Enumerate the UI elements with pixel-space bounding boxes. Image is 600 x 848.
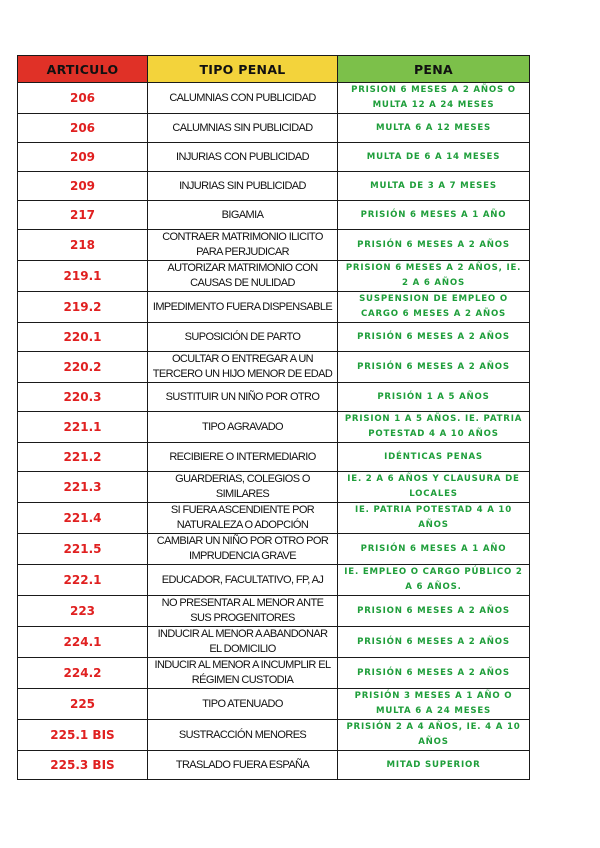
articulo-cell: 220.2 — [18, 352, 148, 383]
tipo-penal-cell: TIPO AGRAVADO — [148, 412, 338, 443]
pena-cell: PRISIÓN 6 MESES A 2 AÑOS — [338, 323, 530, 352]
table-row — [18, 323, 530, 352]
pena-cell: MULTA 6 A 12 MESES — [338, 114, 530, 143]
pena-cell: PRISIÓN 6 MESES A 2 AÑOS — [338, 658, 530, 689]
articulo-cell: 206 — [18, 83, 148, 114]
pena-cell: IE. 2 A 6 AÑOS Y CLAUSURA DE LOCALES — [338, 472, 530, 503]
table-row — [18, 292, 530, 323]
articulo-cell: 225.3 BIS — [18, 751, 148, 780]
articulo-cell: 223 — [18, 596, 148, 627]
pena-cell: PRISIÓN 6 MESES A 2 AÑOS — [338, 627, 530, 658]
tipo-penal-cell: AUTORIZAR MATRIMONIO CON CAUSAS DE NULIDAD — [148, 261, 338, 292]
penal-table — [17, 55, 530, 780]
articulo-cell: 206 — [18, 114, 148, 143]
pena-cell: IDÉNTICAS PENAS — [338, 443, 530, 472]
pena-cell: PRISIÓN 2 A 4 AÑOS, IE. 4 A 10 AÑOS — [338, 720, 530, 751]
articulo-cell: 221.4 — [18, 503, 148, 534]
articulo-cell: 221.3 — [18, 472, 148, 503]
pena-cell: MITAD SUPERIOR — [338, 751, 530, 780]
header-articulo: ARTICULO — [18, 56, 148, 83]
table-row — [18, 565, 530, 596]
pena-cell: IE. EMPLEO O CARGO PÚBLICO 2 A 6 AÑOS. — [338, 565, 530, 596]
tipo-penal-cell: SUSTITUIR UN NIÑO POR OTRO — [148, 383, 338, 412]
table-row — [18, 627, 530, 658]
pena-cell: PRISION 6 MESES A 2 AÑOS — [338, 596, 530, 627]
table-row — [18, 261, 530, 292]
table-row — [18, 114, 530, 143]
articulo-cell: 219.1 — [18, 261, 148, 292]
tipo-penal-cell: INJURIAS CON PUBLICIDAD — [148, 143, 338, 172]
table-row — [18, 143, 530, 172]
tipo-penal-cell: SUPOSICIÓN DE PARTO — [148, 323, 338, 352]
pena-cell: PRISIÓN 1 A 5 AÑOS — [338, 383, 530, 412]
table-row — [18, 443, 530, 472]
table-row — [18, 503, 530, 534]
articulo-cell: 224.2 — [18, 658, 148, 689]
tipo-penal-cell: OCULTAR O ENTREGAR A UN TERCERO UN HIJO MENOR DE EDAD — [148, 352, 338, 383]
tipo-penal-cell: CALUMNIAS CON PUBLICIDAD — [148, 83, 338, 114]
pena-cell: PRISIÓN 3 MESES A 1 AÑO O MULTA 6 A 24 MESES — [338, 689, 530, 720]
table-row — [18, 383, 530, 412]
tipo-penal-cell: GUARDERIAS, COLEGIOS O SIMILARES — [148, 472, 338, 503]
pena-cell: PRISION 6 MESES A 2 AÑOS, IE. 2 A 6 AÑOS — [338, 261, 530, 292]
tipo-penal-cell: INDUCIR AL MENOR A INCUMPLIR EL RÉGIMEN CUSTODIA — [148, 658, 338, 689]
articulo-cell: 221.1 — [18, 412, 148, 443]
articulo-cell: 209 — [18, 143, 148, 172]
header-pena: PENA — [338, 56, 530, 83]
header-tipo-penal: TIPO PENAL — [148, 56, 338, 83]
articulo-cell: 225 — [18, 689, 148, 720]
articulo-cell: 219.2 — [18, 292, 148, 323]
articulo-cell: 221.2 — [18, 443, 148, 472]
header-row — [18, 56, 530, 83]
articulo-cell: 209 — [18, 172, 148, 201]
pena-cell: MULTA DE 6 A 14 MESES — [338, 143, 530, 172]
tipo-penal-cell: SI FUERA ASCENDIENTE POR NATURALEZA O ADOPCIÓN — [148, 503, 338, 534]
tipo-penal-cell: TIPO ATENUADO — [148, 689, 338, 720]
pena-cell: PRISION 6 MESES A 2 AÑOS O MULTA 12 A 24 MESES — [338, 83, 530, 114]
table-row — [18, 720, 530, 751]
pena-cell: PRISIÓN 6 MESES A 2 AÑOS — [338, 230, 530, 261]
pena-cell: IE. PATRIA POTESTAD 4 A 10 AÑOS — [338, 503, 530, 534]
tipo-penal-cell: SUSTRACCIÓN MENORES — [148, 720, 338, 751]
tipo-penal-cell: IMPEDIMENTO FUERA DISPENSABLE — [148, 292, 338, 323]
pena-cell: MULTA DE 3 A 7 MESES — [338, 172, 530, 201]
tipo-penal-cell: CAMBIAR UN NIÑO POR OTRO POR IMPRUDENCIA GRAVE — [148, 534, 338, 565]
pena-cell: PRISIÓN 6 MESES A 1 AÑO — [338, 534, 530, 565]
pena-cell: PRISIÓN 6 MESES A 1 AÑO — [338, 201, 530, 230]
tipo-penal-cell: BIGAMIA — [148, 201, 338, 230]
tipo-penal-cell: CALUMNIAS SIN PUBLICIDAD — [148, 114, 338, 143]
table-row — [18, 596, 530, 627]
table-row — [18, 172, 530, 201]
table-row — [18, 201, 530, 230]
tipo-penal-cell: INJURIAS SIN PUBLICIDAD — [148, 172, 338, 201]
table-row — [18, 534, 530, 565]
table-row — [18, 689, 530, 720]
table-row — [18, 412, 530, 443]
tipo-penal-cell: INDUCIR AL MENOR A ABANDONAR EL DOMICILIO — [148, 627, 338, 658]
articulo-cell: 221.5 — [18, 534, 148, 565]
pena-cell: SUSPENSION DE EMPLEO O CARGO 6 MESES A 2 AÑOS — [338, 292, 530, 323]
tipo-penal-cell: RECIBIERE O INTERMEDIARIO — [148, 443, 338, 472]
table-row — [18, 83, 530, 114]
tipo-penal-cell: NO PRESENTAR AL MENOR ANTE SUS PROGENITORES — [148, 596, 338, 627]
table-row — [18, 230, 530, 261]
articulo-cell: 222.1 — [18, 565, 148, 596]
tipo-penal-cell: CONTRAER MATRIMONIO ILICITO PARA PERJUDICAR — [148, 230, 338, 261]
pena-cell: PRISION 1 A 5 AÑOS. IE. PATRIA POTESTAD 4 A 10 AÑOS — [338, 412, 530, 443]
table-row — [18, 658, 530, 689]
articulo-cell: 224.1 — [18, 627, 148, 658]
articulo-cell: 217 — [18, 201, 148, 230]
pena-cell: PRISIÓN 6 MESES A 2 AÑOS — [338, 352, 530, 383]
tipo-penal-cell: TRASLADO FUERA ESPAÑA — [148, 751, 338, 780]
articulo-cell: 220.3 — [18, 383, 148, 412]
articulo-cell: 218 — [18, 230, 148, 261]
articulo-cell: 225.1 BIS — [18, 720, 148, 751]
tipo-penal-cell: EDUCADOR, FACULTATIVO, FP, AJ — [148, 565, 338, 596]
table-row — [18, 751, 530, 780]
table-row — [18, 472, 530, 503]
articulo-cell: 220.1 — [18, 323, 148, 352]
table-row — [18, 352, 530, 383]
